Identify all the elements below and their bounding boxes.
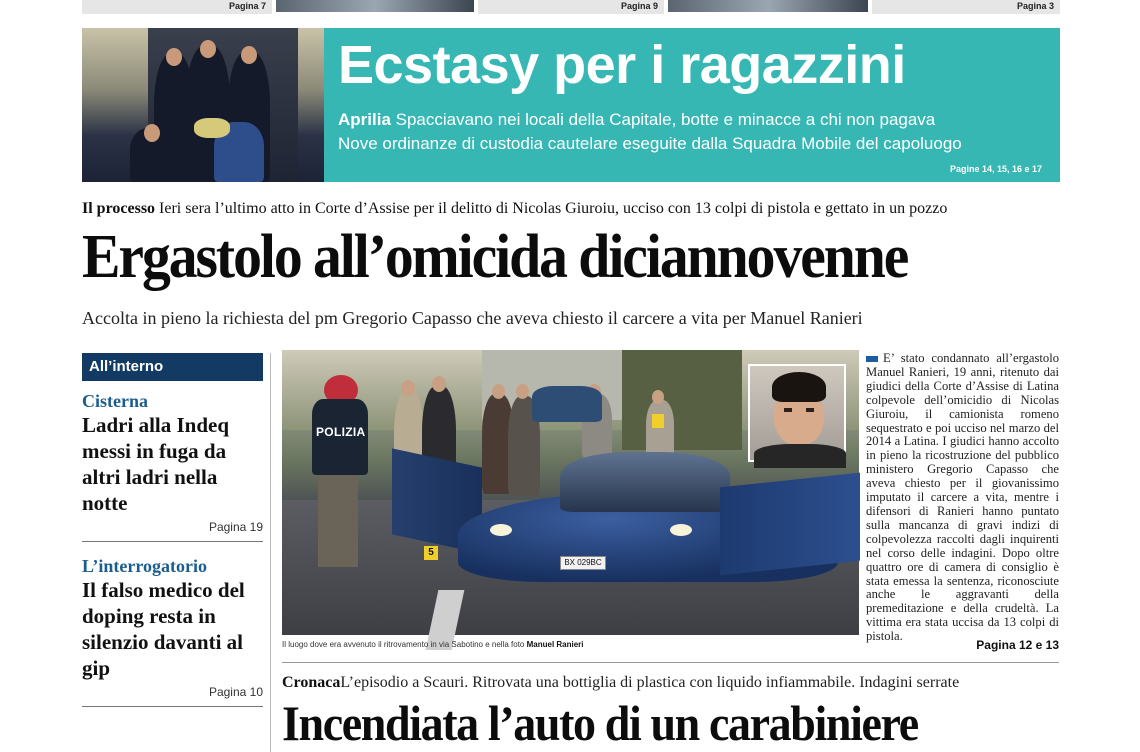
photo-caption-text: Il luogo dove era avvenuto il ritrovamento in via Sabotino e nella foto <box>282 640 525 649</box>
sidebar-item-title: Il falso medico del doping resta in silenzio davanti al gip <box>82 578 245 680</box>
banner-textbox <box>324 28 1060 182</box>
main-headline[interactable]: Ergastolo all’omicida diciannovenne <box>82 223 908 291</box>
banner-line-1-text: Spacciavano nei locali della Capitale, botte e minacce a chi non pagava <box>395 110 936 129</box>
article-body <box>866 351 1059 644</box>
sidebar-item-label: L’interrogatorio <box>82 556 207 576</box>
main-kicker-text: Ieri sera l’ultimo atto in Corte d’Assise per il delitto di Nicolas Giuroiu, ucciso con 13 colpi di pistola e gettato in un pozzo <box>159 200 948 217</box>
photo-caption <box>282 640 584 649</box>
main-subhead: Accolta in pieno la richiesta del pm Gregorio Capasso che aveva chiesto il carcere a vita per Manuel Ranieri <box>82 308 863 328</box>
license-plate: BX 029BC <box>560 556 606 570</box>
teaser-page-3[interactable] <box>872 0 1060 14</box>
evidence-marker: 5 <box>424 546 438 560</box>
sidebar-item-interrogatorio[interactable] <box>82 556 263 707</box>
sidebar-item-title: Ladri alla Indeq messi in fuga da altri ladri nella notte <box>82 413 230 515</box>
sidebar-header: All’interno <box>82 353 263 381</box>
photo-caption-name: Manuel Ranieri <box>526 640 584 649</box>
ecstasy-banner[interactable] <box>82 28 1060 182</box>
sidebar-item-label: Cisterna <box>82 391 148 411</box>
bottom-headline[interactable]: Incendiata l’auto di un carabiniere <box>282 695 918 751</box>
banner-photo <box>82 28 324 182</box>
police-officer <box>304 375 364 565</box>
sidebar-item-page: Pagina 10 <box>208 685 263 699</box>
banner-line-2: Nove ordinanze di custodia cautelare eseguite dalla Squadra Mobile del capoluogo <box>338 134 962 153</box>
teaser-page-2-label: Pagina 9 <box>620 1 658 11</box>
divider <box>82 706 263 707</box>
teaser-photo-1 <box>276 0 474 12</box>
teaser-page-3-label: Pagina 3 <box>1016 1 1054 11</box>
main-kicker <box>82 200 947 218</box>
teaser-photo-2 <box>668 0 868 12</box>
column-divider <box>270 353 271 752</box>
teaser-page-1-label: Pagina 7 <box>228 1 266 11</box>
sidebar-item-cisterna[interactable] <box>82 391 263 542</box>
portrait-inset[interactable] <box>748 364 846 462</box>
teaser-page-2[interactable] <box>478 0 664 14</box>
article-start-marker <box>866 356 878 362</box>
banner-line-1 <box>338 110 935 130</box>
main-kicker-label: Il processo <box>82 200 156 217</box>
crime-scene-photo[interactable] <box>282 350 859 635</box>
bottom-kicker-text: L’episodio a Scauri. Ritrovata una bottiglia di plastica con liquido infiammabile. Indagini serrate <box>340 674 960 691</box>
divider <box>282 662 1059 663</box>
banner-title: Ecstasy per i ragazzini <box>338 35 906 95</box>
teaser-page-1[interactable] <box>82 0 272 14</box>
bottom-kicker-label: Cronaca <box>282 674 341 691</box>
divider <box>82 541 263 542</box>
top-strip <box>0 0 1140 14</box>
sidebar-inside <box>82 353 263 707</box>
sidebar-item-page: Pagina 19 <box>208 520 263 534</box>
banner-pages: Pagine 14, 15, 16 e 17 <box>949 164 1042 174</box>
bottom-kicker <box>282 674 959 692</box>
polizia-vest-text: POLIZIA <box>316 425 366 439</box>
article-text: E’ stato condannato all’ergastolo Manuel Ranieri, 19 anni, ritenuto dai giudici della Corte d’Assise di Latina colpevole dell’omicidio di Nicolas Giuroiu, il camionista romeno sequestrato e poi ucciso nel marzo del 2014 a Latina. I giudici hanno accolto in pieno la ricostruzione del pubblico ministero Gregorio Capasso che aveva chiesto per il giovanissimo imputato il carcere a vita, mentre i difensori di Ranieri hanno puntato sulla mancanza di gravi indizi di colpevolezza raccolti dagli inquirenti nel corso delle indagini. Dopo oltre quattro ore di camera di consiglio è stata emessa la sentenza, riconosciute anche le aggravanti della premeditazione e della crudeltà. La vittima era stata uccisa da 13 colpi di pistola. <box>866 351 1059 644</box>
banner-place: Aprilia <box>338 110 391 129</box>
article-pages[interactable]: Pagina 12 e 13 <box>976 638 1059 652</box>
